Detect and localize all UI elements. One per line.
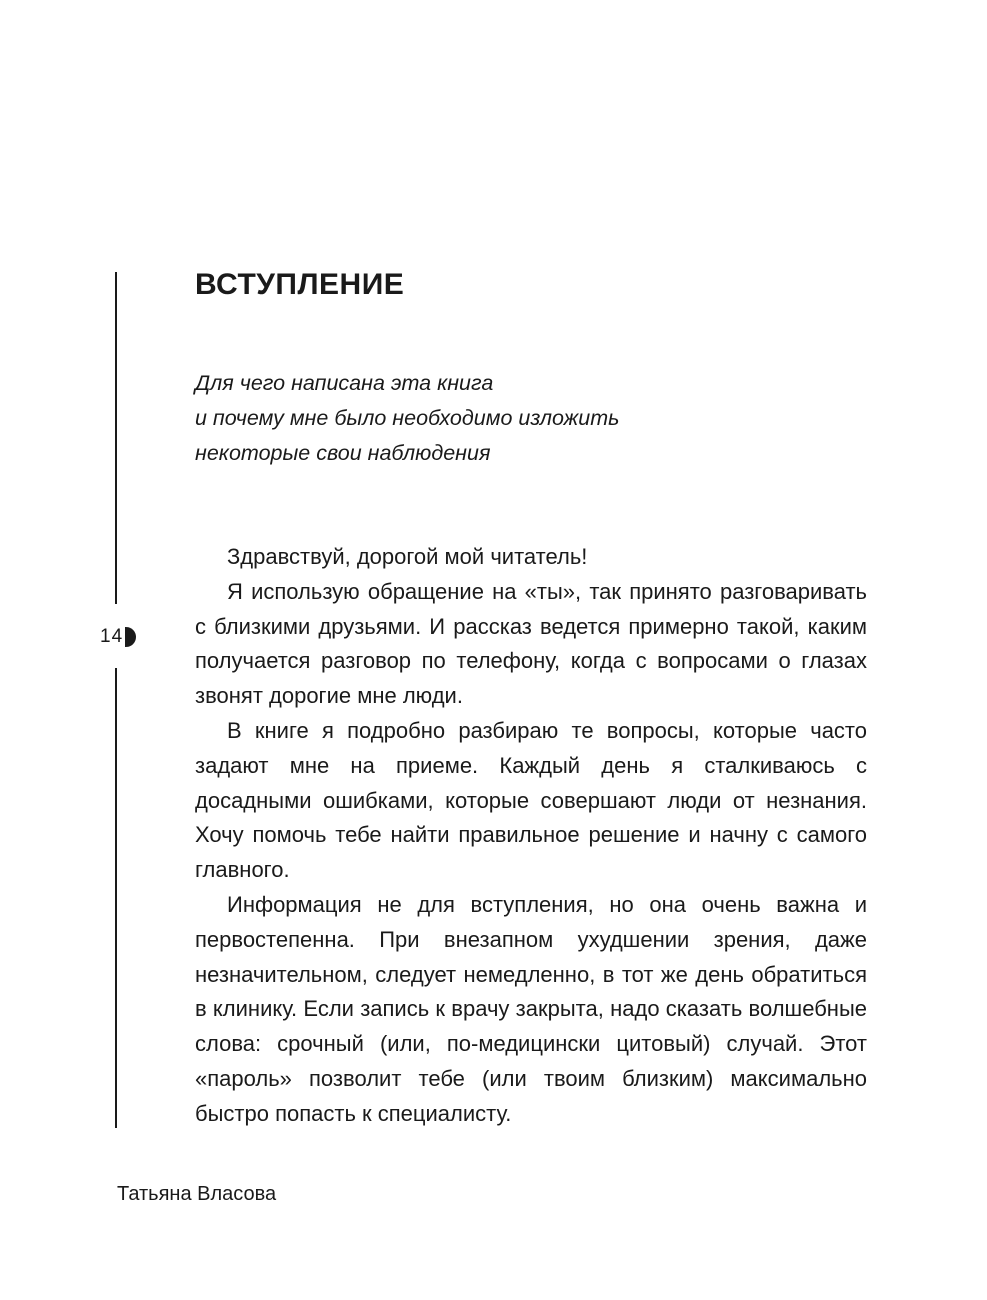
chapter-title: ВСТУПЛЕНИЕ [195, 268, 405, 301]
paragraph: Информация не для вступления, но она очень важна и первостепенна. При внезапном ухудшении зрения, даже незначительном, следует немедленно, в тот же день обратиться в клинику. Если запись к врачу закрыта, надо сказать волшебные слова: срочный (или, по-медицински цитовый) случай. Этот «пароль» позволит тебе (или твоим близким) максимально быстро попасть к специалисту. [195, 891, 867, 1126]
page-number [100, 626, 136, 648]
paragraph: Здравствуй, дорогой мой читатель! [227, 544, 588, 569]
margin-rule-top [115, 272, 117, 604]
page-number-text: 14 [100, 626, 124, 647]
subtitle-line: Для чего написана эта книга [195, 371, 494, 395]
paragraph: В книге я подробно разбираю те вопросы, которые часто задают мне на приеме. Каждый день я сталкиваюсь с досадными ошибками, которые совершают люди от незнания. Хочу помочь тебе найти правильное решение и начну с самого главного. [195, 717, 867, 883]
author-name: Татьяна Власова [117, 1183, 277, 1205]
subtitle-line: и почему мне было необходимо изложить [195, 406, 620, 430]
margin-rule-bottom [115, 668, 117, 1128]
chapter-subtitle [195, 366, 815, 471]
paragraph: Я использую обращение на «ты», так принято разговаривать с близкими друзьями. И рассказ ведется примерно такой, каким получается разговор по телефону, когда с вопросами о глазах звонят дорогие мне люди. [195, 578, 867, 709]
half-circle-icon [125, 627, 136, 647]
body-text [195, 540, 867, 1132]
subtitle-line: некоторые свои наблюдения [195, 441, 491, 465]
